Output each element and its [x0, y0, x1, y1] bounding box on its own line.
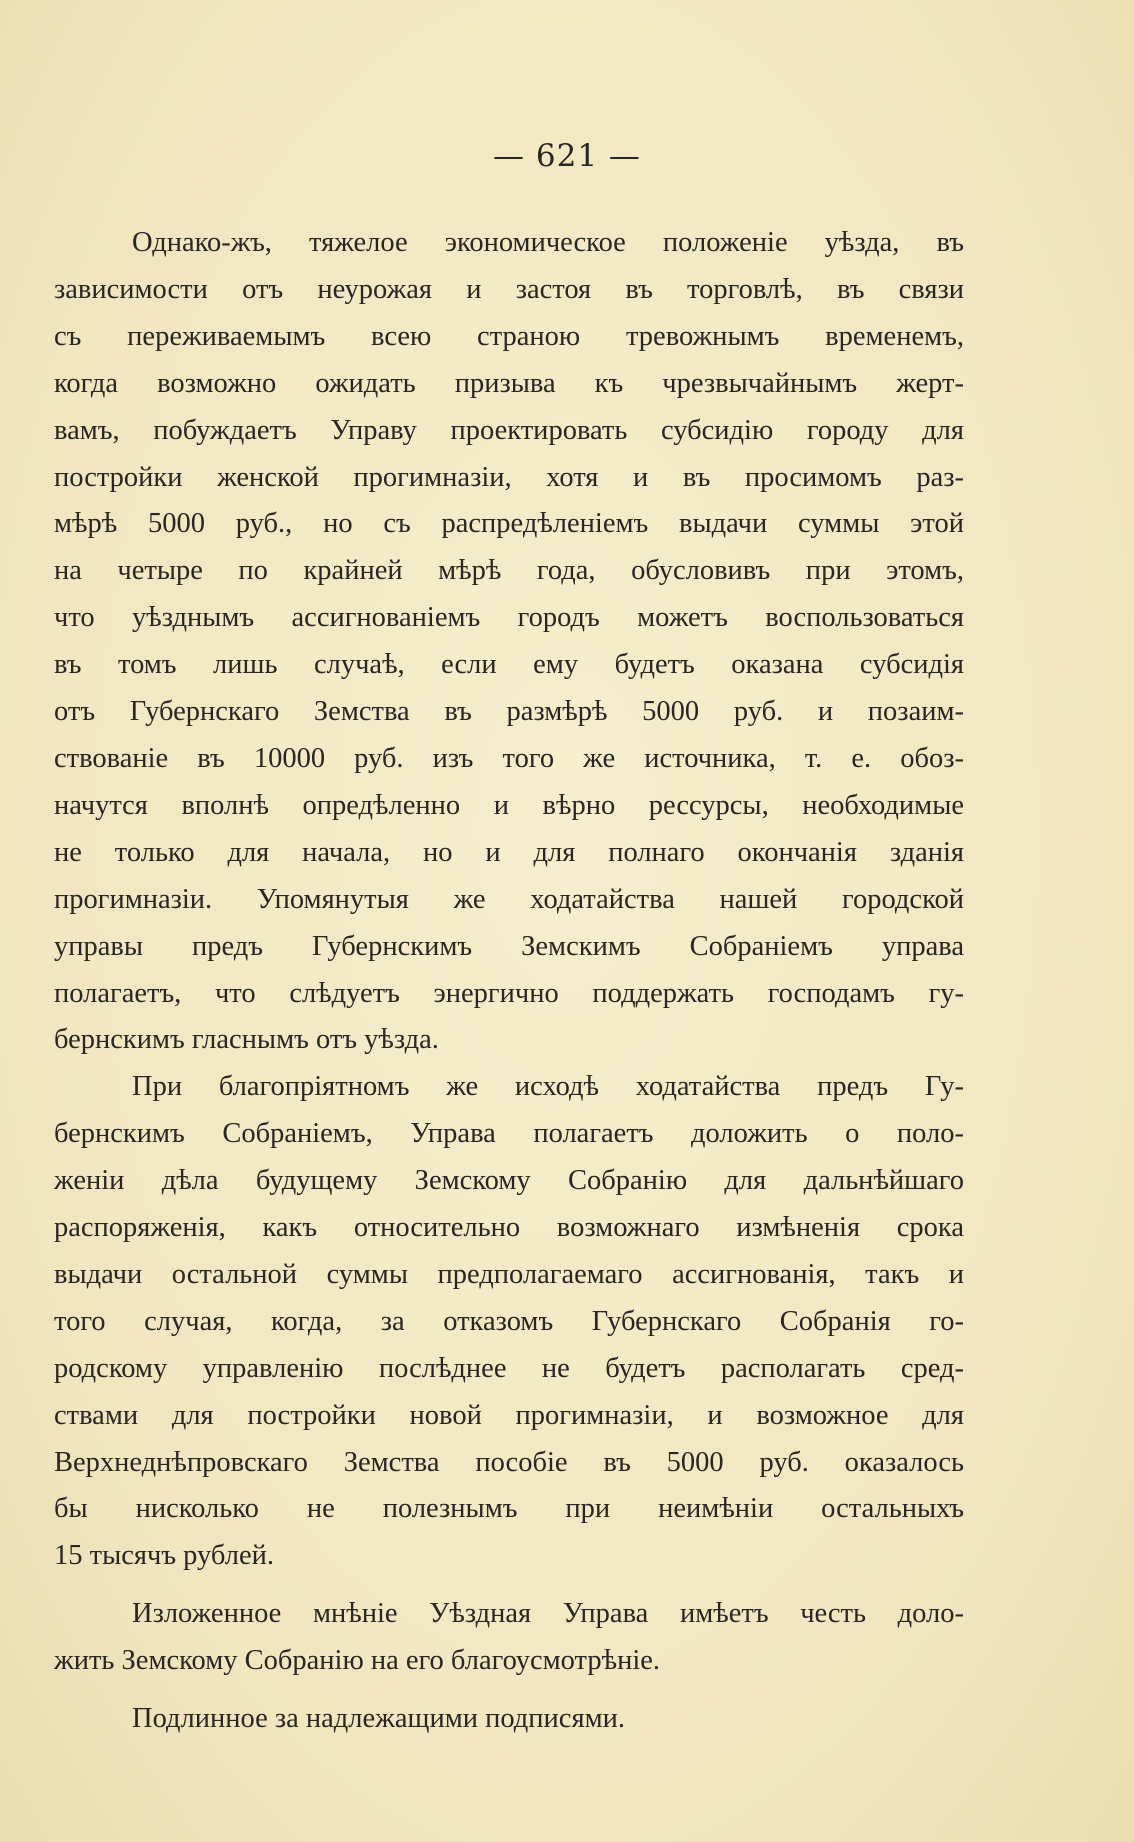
text-line: бернскимъ гласнымъ отъ уѣзда.	[54, 1024, 439, 1056]
paragraph-2	[54, 1064, 964, 1580]
text-line: 15 тысячъ рублей.	[54, 1540, 274, 1572]
text-line: когда возможно ожидать призыва къ чрезвычайнымъ жерт-	[54, 367, 964, 399]
text-line: Подлинное за надлежащими подписями.	[132, 1703, 625, 1735]
text-line: прогимназіи. Упомянутыя же ходатайства нашей городской	[54, 883, 964, 915]
text-line: бернскимъ Собраніемъ, Управа полагаетъ доложить о поло-	[54, 1118, 964, 1150]
text-line: родскому управленію послѣднее не будетъ располагать сред-	[54, 1352, 964, 1384]
paragraph-4	[54, 1696, 964, 1743]
body-text	[54, 220, 964, 1743]
text-line: ствованіе въ 10000 руб. изъ того же источника, т. е. обоз-	[54, 742, 964, 774]
text-line: выдачи остальной суммы предполагаемаго ассигнованія, такъ и	[54, 1258, 964, 1290]
text-line: постройки женской прогимназіи, хотя и въ просимомъ раз-	[54, 461, 964, 493]
paragraph-1	[54, 220, 964, 1064]
text-line: не только для начала, но и для полнаго окончанія зданія	[54, 836, 964, 868]
text-line: Изложенное мнѣніе Уѣздная Управа имѣетъ честь доло-	[132, 1598, 964, 1630]
text-line: бы нисколько не полезнымъ при неимѣніи остальныхъ	[54, 1493, 964, 1525]
text-line: Верхнеднѣпровскаго Земства пособіе въ 5000 руб. оказалось	[54, 1446, 964, 1478]
text-line: съ переживаемымъ всею страною тревожнымъ временемъ,	[54, 320, 964, 352]
text-line: жить Земскому Собранію на его благоусмотрѣніе.	[54, 1645, 661, 1677]
text-line: начутся вполнѣ опредѣленно и вѣрно рессурсы, необходимые	[54, 789, 964, 821]
text-line: отъ Губернскаго Земства въ размѣрѣ 5000 руб. и позаим-	[54, 696, 964, 728]
text-line: При благопріятномъ же исходѣ ходатайства предъ Гу-	[132, 1071, 964, 1103]
text-line: того случая, когда, за отказомъ Губернскаго Собранія го-	[54, 1305, 964, 1337]
text-line: мѣрѣ 5000 руб., но съ распредѣленіемъ выдачи суммы этой	[54, 508, 964, 540]
text-line: на четыре по крайней мѣрѣ года, обусловивъ при этомъ,	[54, 555, 964, 587]
page-number: — 621 —	[493, 138, 641, 174]
text-line: ствами для постройки новой прогимназіи, и возможное для	[54, 1399, 964, 1431]
text-line: распоряженія, какъ относительно возможнаго измѣненія срока	[54, 1212, 964, 1244]
text-line: полагаетъ, что слѣдуетъ энергично поддержать господамъ гу-	[54, 977, 964, 1009]
text-line: Однако-жъ, тяжелое экономическое положеніе уѣзда, въ	[132, 227, 964, 258]
text-line: въ томъ лишь случаѣ, если ему будетъ оказана субсидія	[54, 649, 964, 681]
text-line: женіи дѣла будущему Земскому Собранію для дальнѣйшаго	[54, 1165, 964, 1197]
text-line: что уѣзднымъ ассигнованіемъ городъ можетъ воспользоваться	[54, 602, 964, 634]
text-line: зависимости отъ неурожая и застоя въ торговлѣ, въ связи	[54, 273, 964, 305]
text-line: вамъ, побуждаетъ Управу проектировать субсидію городу для	[54, 414, 964, 446]
text-line: управы предъ Губернскимъ Земскимъ Собраніемъ управа	[54, 930, 964, 962]
paragraph-3	[54, 1591, 964, 1685]
